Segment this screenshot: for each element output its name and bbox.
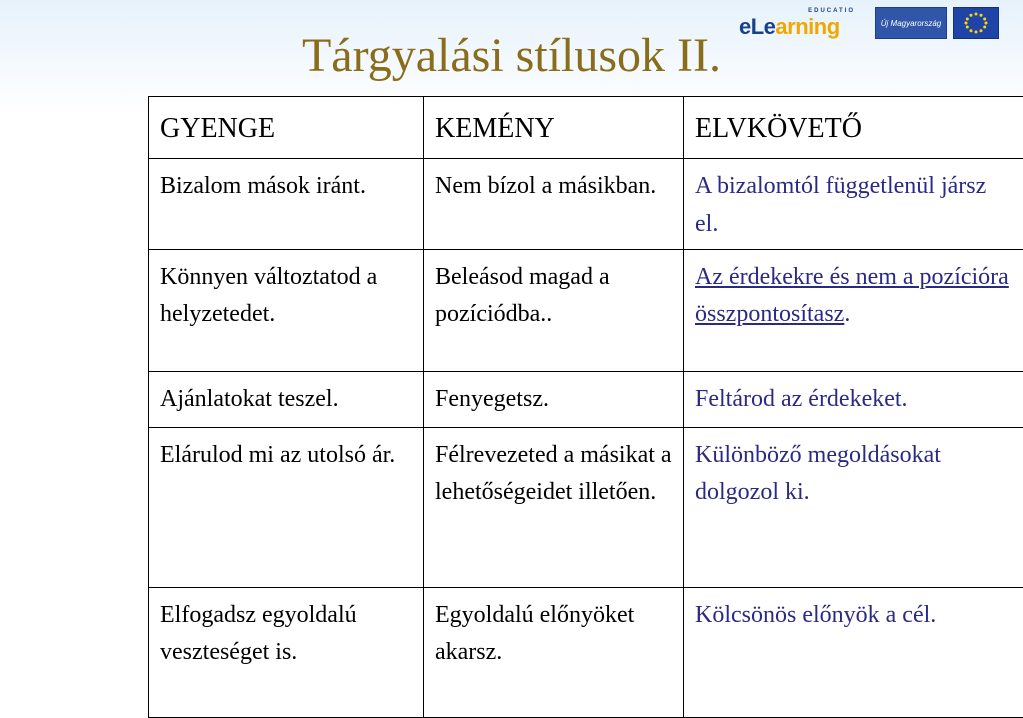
table-cell: Félrevezeted a másikat a lehetőségeidet illetően. <box>424 427 684 587</box>
brand-part1: eLe <box>739 14 775 39</box>
table-cell <box>684 249 1023 371</box>
cell-suffix: . <box>844 301 850 327</box>
table-cell: Ajánlatokat teszel. <box>149 371 424 427</box>
table-cell: Elárulod mi az utolsó ár. <box>149 427 424 587</box>
table-cell: Könnyen változtatod a helyzetedet. <box>149 249 424 371</box>
table-row <box>149 427 1023 587</box>
table-cell: Egyoldalú előnyöket akarsz. <box>424 587 684 717</box>
negotiation-styles-table <box>148 96 1023 718</box>
table-cell: Elfogadsz egyoldalú veszteséget is. <box>149 587 424 717</box>
educatio-label: EDUCATIO <box>808 8 855 14</box>
table-cell: A bizalomtól függetlenül jársz el. <box>684 159 1023 249</box>
slide-title: Tárgyalási stílusok II. <box>0 32 1023 80</box>
column-header-principled: ELVKÖVETŐ <box>684 97 1023 159</box>
table-cell: Különböző megoldásokat dolgozol ki. <box>684 427 1023 587</box>
table-cell: Kölcsönös előnyök a cél. <box>684 587 1023 717</box>
table-cell: Beleásod magad a pozíciódba.. <box>424 249 684 371</box>
table-cell: Nem bízol a másikban. <box>424 159 684 249</box>
table-cell: Fenyegetsz. <box>424 371 684 427</box>
table-cell: Feltárod az érdekeket. <box>684 371 1023 427</box>
underlined-link-text[interactable]: Az érdekekre és nem a pozícióra összpontosítasz <box>695 264 1009 327</box>
table-row <box>149 587 1023 717</box>
column-header-hard: KEMÉNY <box>424 97 684 159</box>
table-cell: Bizalom mások iránt. <box>149 159 424 249</box>
brand-part2: arning <box>775 14 839 39</box>
table-header-row <box>149 97 1023 159</box>
table-row <box>149 249 1023 371</box>
table-row <box>149 159 1023 249</box>
table-row <box>149 371 1023 427</box>
uj-magyarorszag-logo: Új Magyarország <box>875 7 947 39</box>
column-header-weak: GYENGE <box>149 97 424 159</box>
